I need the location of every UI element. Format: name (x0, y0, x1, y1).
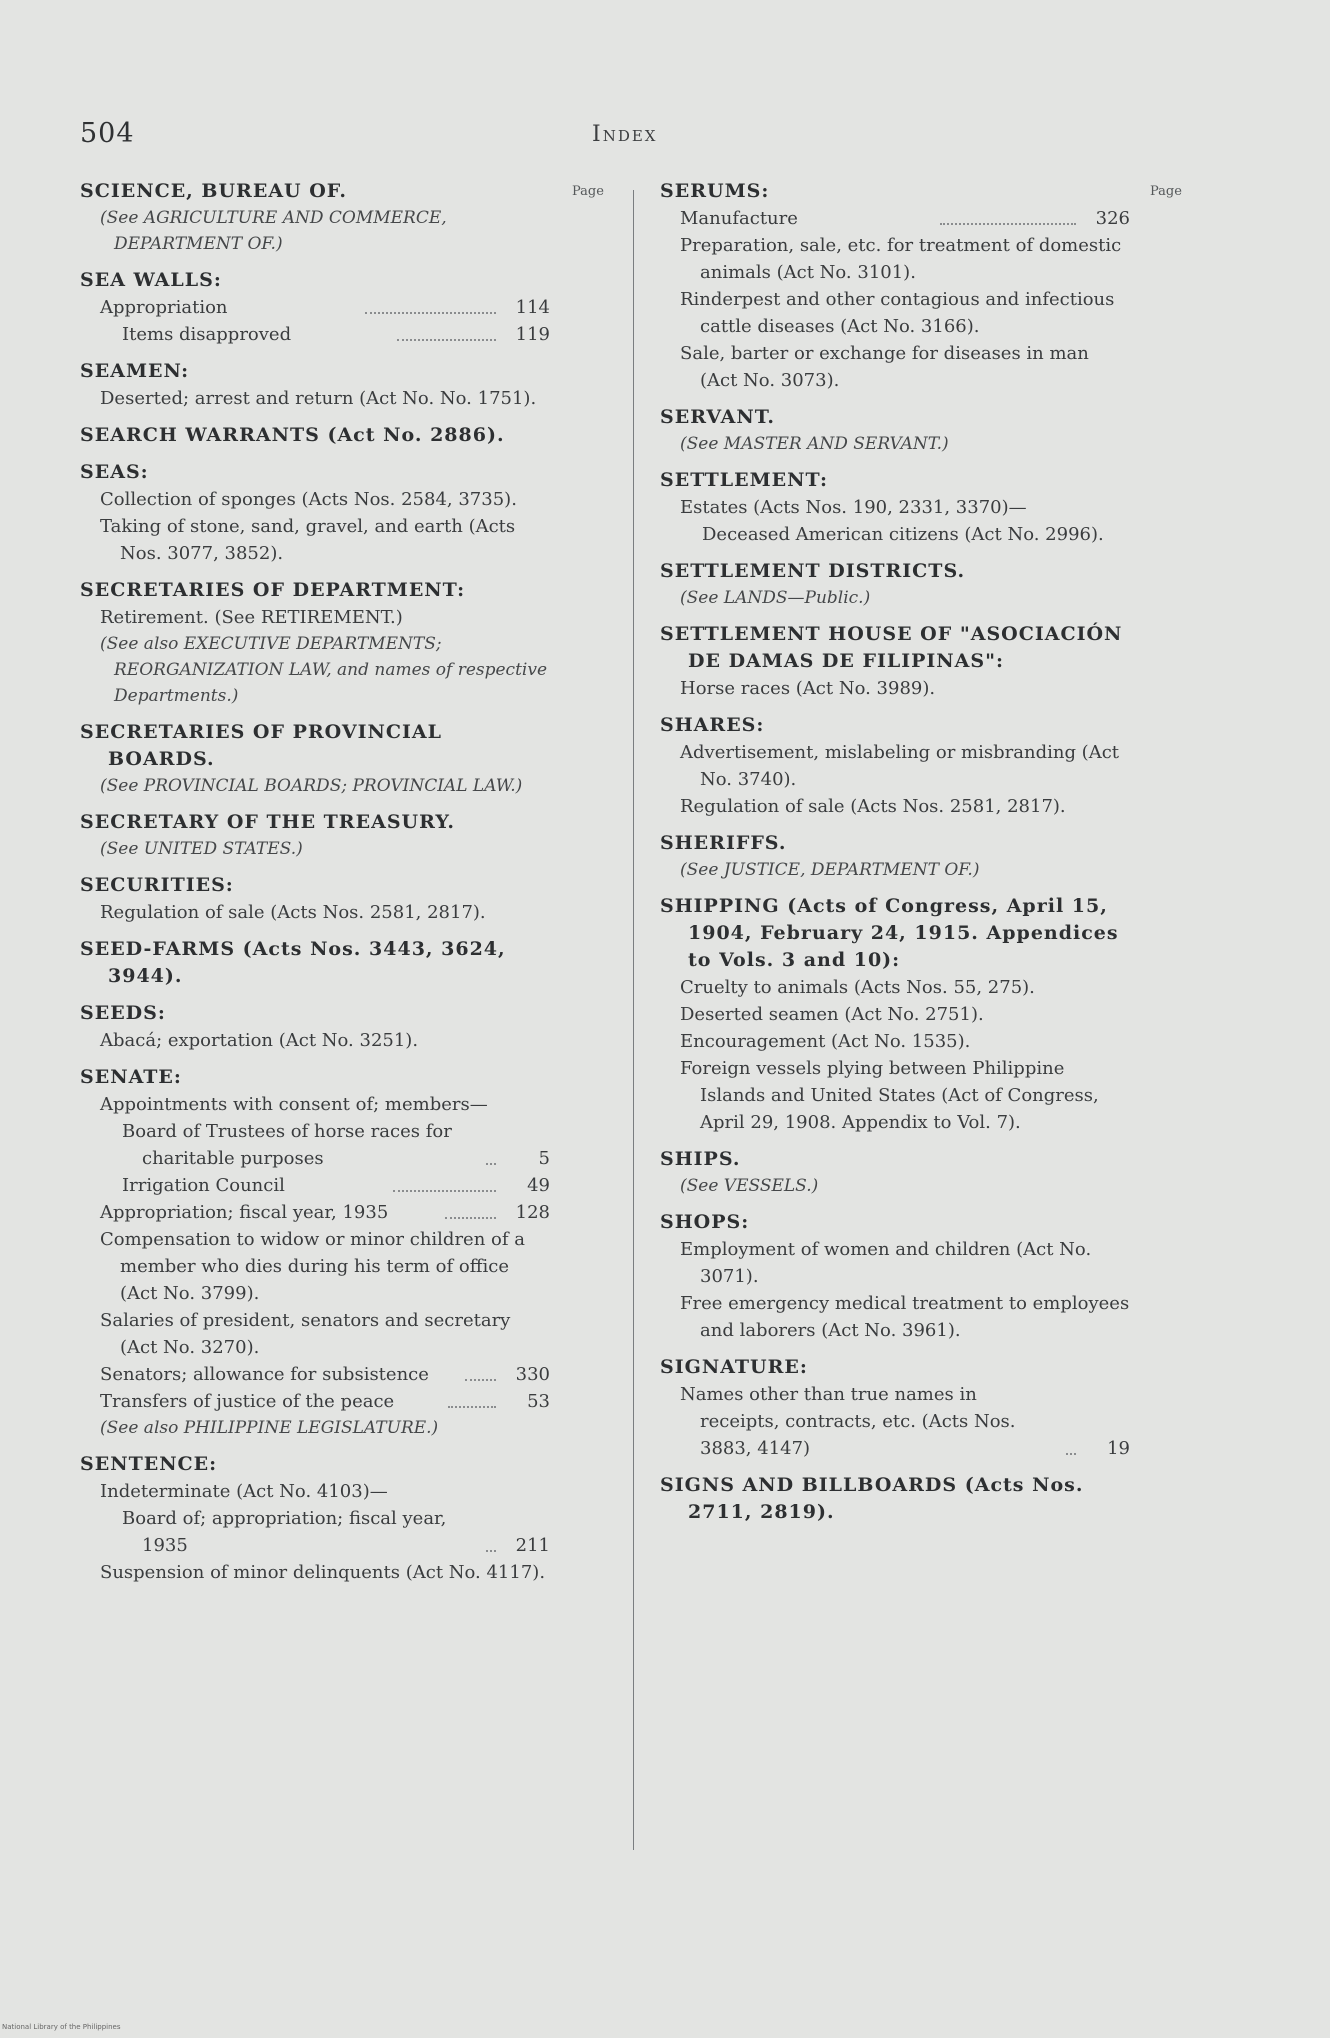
dot-leader (393, 1190, 496, 1192)
entry-heading: SEAMEN: (80, 360, 190, 382)
sub-entry-text: Preparation, sale, etc. for treatment of domestic animals (Act No. 3101). (680, 235, 1122, 283)
sub-entry-text: Appropriation; fiscal year, 1935 (100, 1202, 389, 1223)
index-entry (660, 1209, 1130, 1344)
right-index-column (660, 178, 1130, 1536)
index-entry (80, 577, 550, 709)
entry-heading: SENTENCE: (80, 1453, 218, 1475)
entry-heading: SHIPS. (660, 1148, 741, 1170)
index-entry (80, 178, 550, 257)
footer-credit: National Library of the Philippines (2, 2023, 121, 2031)
sub-entry-text: Estates (Acts Nos. 190, 2331, 3370)— (680, 497, 1027, 518)
sub-entry (660, 739, 1130, 793)
index-entry (660, 1354, 1130, 1462)
index-entry (80, 422, 550, 449)
entry-heading: SECRETARIES OF PROVINCIAL BOARDS. (80, 721, 442, 770)
cross-reference: (See JUSTICE, DEPARTMENT OF.) (680, 860, 980, 880)
page-reference: 128 (515, 1202, 550, 1223)
index-entry (80, 267, 550, 348)
left-column-page-label: Page (572, 184, 604, 199)
sub-entry-text: Appropriation (100, 297, 228, 318)
cross-reference: (See also EXECUTIVE DEPARTMENTS; REORGANIZATION LAW, and names of respective Departments.) (100, 634, 548, 706)
sub-entry (660, 205, 1130, 232)
sub-entry (80, 1505, 550, 1559)
entry-heading: SEED-FARMS (Acts Nos. 3443, 3624, 3944). (80, 938, 506, 987)
entry-heading: SEAS: (80, 461, 149, 483)
index-entry (80, 809, 550, 862)
sub-entry (80, 486, 550, 513)
index-entry (80, 1451, 550, 1586)
sub-entry-text: Indeterminate (Act No. 4103)— (100, 1481, 388, 1502)
entry-heading: SIGNS AND BILLBOARDS (Acts Nos. 2711, 2819). (660, 1474, 1084, 1523)
dot-leader (365, 312, 496, 314)
index-entry (660, 404, 1130, 457)
index-entry (660, 178, 1130, 394)
dot-leader (397, 339, 496, 341)
entry-heading: SERUMS: (660, 180, 770, 202)
entry-heading: SENATE: (80, 1066, 182, 1088)
sub-entry (80, 1361, 550, 1388)
page-reference: 211 (515, 1535, 550, 1556)
sub-entry-text: Foreign vessels plying between Philippine Islands and United States (Act of Congress, April 29, 1908. Appendix to Vol. 7). (680, 1058, 1099, 1133)
sub-entry-text: Deserted; arrest and return (Act No. No. 1751). (100, 388, 537, 409)
sub-entry (80, 899, 550, 926)
entry-heading: SEA WALLS: (80, 269, 222, 291)
sub-entry-text: Manufacture (680, 208, 798, 229)
index-entry (660, 1146, 1130, 1199)
sub-entry (80, 321, 550, 348)
sub-entry-text: Compensation to widow or minor children of a member who dies during his term of office (Act No. 3799). (100, 1229, 525, 1304)
page-number: 504 (80, 118, 135, 149)
right-column-page-label: Page (1150, 184, 1182, 199)
index-entry (80, 1064, 550, 1441)
index-entry (80, 936, 550, 990)
sub-entry-text: Names other than true names in receipts, contracts, etc. (Acts Nos. 3883, 4147) (680, 1384, 1016, 1459)
entry-heading: SHARES: (660, 714, 765, 736)
column-divider (633, 190, 634, 1850)
sub-entry-text: Senators; allowance for subsistence (100, 1364, 429, 1385)
cross-reference: (See LANDS—Public.) (680, 588, 871, 608)
page-reference: 330 (515, 1364, 550, 1385)
sub-entry-text: Deceased American citizens (Act No. 2996). (702, 524, 1104, 545)
sub-entry-text: Horse races (Act No. 3989). (680, 678, 936, 699)
sub-entry-text: Abacá; exportation (Act No. 3251). (100, 1030, 419, 1051)
page-reference: 53 (527, 1391, 550, 1412)
sub-entry-text: Appointments with consent of; members— (100, 1094, 488, 1115)
sub-entry (80, 1388, 550, 1415)
entry-heading: SETTLEMENT HOUSE OF "ASOCIACIÓN DE DAMAS DE FILIPINAS": (660, 623, 1123, 672)
left-index-column (80, 178, 550, 1596)
cross-reference: (See MASTER AND SERVANT.) (680, 434, 949, 454)
sub-entry-text: Regulation of sale (Acts Nos. 2581, 2817). (680, 796, 1066, 817)
cross-reference: (See PROVINCIAL BOARDS; PROVINCIAL LAW.) (100, 776, 523, 796)
entry-heading: SECURITIES: (80, 874, 234, 896)
index-entry (660, 830, 1130, 883)
index-entry (660, 467, 1130, 548)
sub-entry (80, 294, 550, 321)
sub-entry (660, 340, 1130, 394)
sub-entry-text: Sale, barter or exchange for diseases in man (Act No. 3073). (680, 343, 1089, 391)
sub-entry (660, 1001, 1130, 1028)
entry-heading: SHOPS: (660, 1211, 750, 1233)
sub-entry-text: Encouragement (Act No. 1535). (680, 1031, 971, 1052)
cross-reference: (See also PHILIPPINE LEGISLATURE.) (100, 1418, 439, 1438)
sub-entry (80, 1199, 550, 1226)
entry-heading: SERVANT. (660, 406, 775, 428)
sub-entry-text: Board of; appropriation; fiscal year, 1935 (122, 1508, 447, 1556)
entry-heading: SCIENCE, BUREAU OF. (80, 180, 347, 202)
sub-entry (80, 1172, 550, 1199)
sub-entry (660, 286, 1130, 340)
sub-entry-text: Cruelty to animals (Acts Nos. 55, 275). (680, 977, 1035, 998)
index-entry (80, 872, 550, 926)
sub-entry (80, 604, 550, 631)
sub-entry (660, 675, 1130, 702)
sub-entry (80, 1118, 550, 1172)
entry-heading: SIGNATURE: (660, 1356, 808, 1378)
sub-entry-text: Items disapproved (122, 324, 292, 345)
page-reference: 326 (1095, 208, 1130, 229)
sub-entry (660, 521, 1130, 548)
index-entry (660, 1472, 1130, 1526)
index-entry (80, 1000, 550, 1054)
sub-entry (80, 385, 550, 412)
index-entry (80, 358, 550, 412)
sub-entry (80, 1559, 550, 1586)
page-reference: 114 (515, 297, 550, 318)
sub-entry-text: Retirement. (See RETIREMENT.) (100, 607, 403, 628)
entry-heading: SHERIFFS. (660, 832, 787, 854)
entry-heading: SEEDS: (80, 1002, 166, 1024)
entry-heading: SEARCH WARRANTS (Act No. 2886). (80, 424, 505, 446)
sub-entry-text: Salaries of president, senators and secretary (Act No. 3270). (100, 1310, 511, 1358)
sub-entry (660, 494, 1130, 521)
index-entry (660, 893, 1130, 1136)
sub-entry-text: Suspension of minor delinquents (Act No. 4117). (100, 1562, 546, 1583)
sub-entry (80, 1307, 550, 1361)
sub-entry (80, 1478, 550, 1505)
sub-entry (660, 1290, 1130, 1344)
dot-leader (940, 223, 1076, 225)
entry-heading: SHIPPING (Acts of Congress, April 15, 1904, February 24, 1915. Appendices to Vols. 3 and 10): (660, 895, 1119, 971)
entry-heading: SECRETARY OF THE TREASURY. (80, 811, 456, 833)
page-reference: 49 (527, 1175, 550, 1196)
cross-reference: (See VESSELS.) (680, 1176, 819, 1196)
entry-heading: SECRETARIES OF DEPARTMENT: (80, 579, 466, 601)
sub-entry-text: Advertisement, mislabeling or misbranding (Act No. 3740). (680, 742, 1120, 790)
index-entry (660, 712, 1130, 820)
sub-entry-text: Rinderpest and other contagious and infectious cattle diseases (Act No. 3166). (680, 289, 1115, 337)
dot-leader (448, 1406, 496, 1408)
page-reference: 19 (1107, 1438, 1130, 1459)
sub-entry-text: Transfers of justice of the peace (100, 1391, 395, 1412)
sub-entry (660, 793, 1130, 820)
index-entry (80, 459, 550, 567)
sub-entry (80, 513, 550, 567)
running-head: Index (592, 122, 658, 147)
cross-reference: (See AGRICULTURE AND COMMERCE, DEPARTMENT OF.) (100, 208, 447, 254)
sub-entry-text: Taking of stone, sand, gravel, and earth (Acts Nos. 3077, 3852). (100, 516, 516, 564)
index-entry (80, 719, 550, 799)
sub-entry (660, 1055, 1130, 1136)
page-reference: 119 (515, 324, 551, 345)
sub-entry (80, 1226, 550, 1307)
sub-entry-text: Employment of women and children (Act No. 3071). (680, 1239, 1092, 1287)
sub-entry (660, 1236, 1130, 1290)
sub-entry (660, 1381, 1130, 1462)
sub-entry-text: Board of Trustees of horse races for charitable purposes (122, 1121, 452, 1169)
sub-entry-text: Regulation of sale (Acts Nos. 2581, 2817). (100, 902, 486, 923)
sub-entry (80, 1027, 550, 1054)
sub-entry-text: Collection of sponges (Acts Nos. 2584, 3735). (100, 489, 517, 510)
dot-leader (1066, 1453, 1076, 1455)
sub-entry (80, 1091, 550, 1118)
sub-entry-text: Deserted seamen (Act No. 2751). (680, 1004, 984, 1025)
dot-leader (465, 1379, 496, 1381)
index-entry (660, 621, 1130, 702)
sub-entry (660, 974, 1130, 1001)
dot-leader (445, 1217, 496, 1219)
cross-reference: (See UNITED STATES.) (100, 839, 303, 859)
sub-entry-text: Irrigation Council (122, 1175, 285, 1196)
sub-entry-text: Free emergency medical treatment to employees and laborers (Act No. 3961). (680, 1293, 1130, 1341)
page-reference: 5 (538, 1148, 550, 1169)
dot-leader (486, 1550, 496, 1552)
index-entry (660, 558, 1130, 611)
sub-entry (660, 1028, 1130, 1055)
entry-heading: SETTLEMENT DISTRICTS. (660, 560, 966, 582)
sub-entry (660, 232, 1130, 286)
entry-heading: SETTLEMENT: (660, 469, 829, 491)
dot-leader (486, 1163, 496, 1165)
